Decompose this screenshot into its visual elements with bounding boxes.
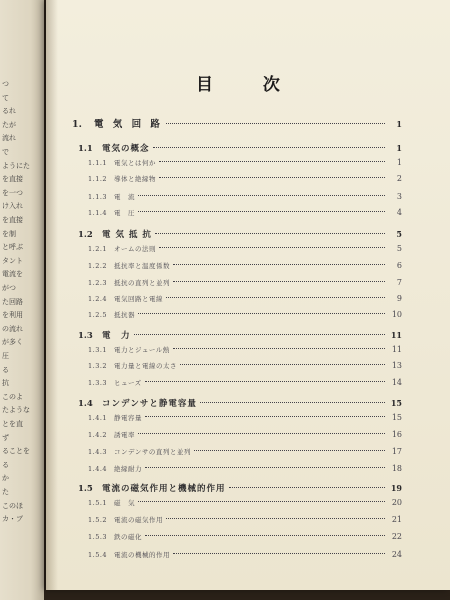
facing-page-fragment: を直接 [2, 216, 23, 224]
toc-entry-1-1-1 [72, 158, 402, 170]
toc-entry-number: 1.4.4 [88, 465, 108, 473]
toc-entry-page: 2 [396, 174, 402, 183]
toc-entry-number: 1.5.2 [88, 516, 108, 524]
facing-page-fragment: 抗 [2, 379, 9, 388]
toc-entry-title: 抵抗の直列と並列 [114, 279, 170, 287]
toc-entry-title: ヒューズ [114, 379, 142, 387]
toc-entry-1-4 [72, 397, 402, 409]
toc-entry-number: 1.4 [78, 399, 93, 409]
dot-leader [159, 247, 385, 248]
toc-entry-title: 電気回路と電線 [114, 295, 163, 303]
toc-entry-number: 1.1.1 [88, 159, 108, 167]
toc-entry-page: 21 [391, 515, 402, 524]
toc-entry-number: 1.3.2 [88, 362, 108, 370]
toc-entry-title: 電 圧 [114, 209, 135, 217]
dot-leader [145, 416, 385, 417]
toc-entry-number: 1.3.3 [88, 379, 108, 387]
facing-page-fragment: て [2, 93, 9, 102]
toc-entry-page: 14 [391, 378, 402, 387]
facing-page-fragment: か [2, 474, 9, 483]
toc-entry-number: 1.1 [78, 144, 93, 154]
toc-entry-title: 抵抗率と温度係数 [114, 262, 170, 270]
toc-entry-title: コンデンサの直列と並列 [114, 448, 191, 456]
toc-entry-page: 1 [396, 143, 402, 153]
facing-page-fragment: タント [2, 256, 23, 265]
toc-entry-number: 1.3.1 [88, 346, 108, 354]
dot-leader [159, 177, 385, 178]
dot-leader [153, 147, 385, 148]
toc-entry-title: 導体と絶縁物 [114, 175, 156, 183]
dot-leader [173, 281, 385, 282]
toc-entry-number: 1.2.1 [88, 245, 108, 253]
toc-entry-1-4-1 [72, 413, 402, 425]
toc-entry-1-1-4 [72, 208, 402, 220]
facing-page-fragment: を一つ [2, 188, 23, 197]
toc-entry-number: 1.2.3 [88, 279, 108, 287]
toc-entry-number: 1.5 [78, 484, 93, 494]
toc-entry-title: 電 気 回 路 [94, 119, 163, 130]
toc-entry-page: 5 [396, 244, 402, 253]
toc-entry-title: 鉄の磁化 [114, 533, 142, 541]
dot-leader [173, 348, 385, 349]
dot-leader [166, 123, 385, 124]
facing-page-fragment: を制 [2, 229, 16, 238]
toc-entry-1 [72, 116, 402, 128]
facing-page-fragment: このほ [2, 501, 23, 510]
page-gutter-shadow [46, 0, 58, 590]
toc-entry-title: 電流の磁気作用 [114, 516, 163, 524]
dot-leader [145, 467, 385, 468]
dot-leader [145, 535, 385, 536]
toc-entry-title: 電力とジュール熱 [114, 346, 170, 354]
toc-entry-1-5-1 [72, 498, 402, 510]
toc-entry-title: 電 流 [114, 193, 135, 201]
toc-entry-page: 17 [391, 447, 402, 456]
dot-leader [166, 518, 385, 519]
facing-page-fragment: たような [2, 406, 30, 415]
toc-entry-number: 1.2 [78, 230, 93, 240]
facing-page-fragment: とを直 [2, 420, 23, 428]
toc-entry-1-2-5 [72, 310, 402, 322]
toc-entry-page: 22 [391, 532, 402, 541]
dot-leader [229, 487, 385, 488]
facing-page-fragment: 電流を [2, 270, 23, 279]
dot-leader [166, 297, 385, 298]
toc-entry-page: 15 [391, 413, 402, 422]
toc-entry-title: 誘電率 [114, 431, 135, 439]
toc-entry-title: 電流の機械的作用 [114, 551, 170, 559]
dot-leader [200, 402, 385, 403]
toc-entry-1-2 [72, 228, 402, 240]
toc-entry-number: 1.1.3 [88, 193, 108, 201]
facing-page-fragment: が多く [2, 338, 23, 347]
facing-page-fragment: つ [2, 80, 9, 88]
toc-entry-1-1-3 [72, 192, 402, 204]
toc-entry-page: 13 [391, 361, 402, 370]
toc-entry-page: 7 [396, 278, 402, 287]
toc-entry-title: 電 力 [102, 331, 131, 341]
toc-entry-title: 静電容量 [114, 414, 142, 422]
toc-entry-number: 1. [72, 119, 82, 130]
toc-entry-page: 10 [391, 310, 402, 319]
toc-entry-number: 1.4.1 [88, 414, 108, 422]
toc-entry-number: 1.4.2 [88, 431, 108, 439]
dot-leader [138, 195, 385, 196]
facing-page-fragment: るれ [2, 107, 16, 116]
toc-entry-title: 絶縁耐力 [114, 465, 142, 473]
toc-entry-page: 6 [396, 261, 402, 270]
facing-page [0, 0, 44, 600]
toc-entry-1-3-3 [72, 378, 402, 390]
facing-page-fragment: たが [2, 120, 16, 129]
toc-entry-number: 1.4.3 [88, 448, 108, 456]
toc-entry-page: 19 [390, 483, 402, 493]
facing-page-fragment: を利用 [2, 311, 23, 320]
toc-entry-page: 5 [396, 229, 402, 239]
toc-entry-number: 1.5.4 [88, 551, 108, 559]
toc-entry-page: 18 [391, 464, 402, 473]
toc-entry-1-2-1 [72, 244, 402, 256]
toc-entry-page: 11 [390, 330, 402, 340]
dot-leader [145, 381, 385, 382]
toc-entry-number: 1.3 [78, 331, 93, 341]
facing-page-fragment: カ・ブ [2, 515, 23, 524]
facing-page-fragment: と呼ぶ [2, 243, 23, 252]
toc-entry-1-5 [72, 482, 402, 494]
toc-entry-number: 1.5.1 [88, 499, 108, 507]
toc-entry-page: 15 [390, 398, 402, 408]
toc-entry-title: 電 気 抵 抗 [102, 230, 152, 240]
toc-entry-number: 1.2.4 [88, 295, 108, 303]
facing-page-fragment: 圧 [2, 352, 9, 360]
facing-page-fragment: た回路 [2, 297, 23, 306]
toc-entry-title: オームの法則 [114, 245, 156, 253]
toc-entry-1-2-3 [72, 278, 402, 290]
dot-leader [194, 450, 385, 451]
dot-leader [134, 334, 385, 335]
facing-page-fragment: た [2, 488, 9, 496]
toc-entry-1-2-2 [72, 261, 402, 273]
toc-entry-title: コンデンサと静電容量 [102, 399, 197, 409]
dot-leader [138, 211, 385, 212]
toc-entry-1-2-4 [72, 294, 402, 306]
toc-entry-title: 電気とは何か [114, 159, 156, 167]
dot-leader [180, 364, 385, 365]
facing-page-fragment: ず [2, 433, 9, 442]
toc-entry-page: 20 [391, 498, 402, 507]
facing-page-fragment: で [2, 148, 9, 156]
facing-page-fragment: け入れ [2, 202, 23, 211]
toc-entry-number: 1.5.3 [88, 533, 108, 541]
dot-leader [138, 313, 385, 314]
toc-entry-number: 1.2.2 [88, 262, 108, 270]
toc-entry-title: 電力量と電線の太さ [114, 362, 177, 370]
toc-entry-1-4-3 [72, 447, 402, 459]
toc-entry-number: 1.1.2 [88, 175, 108, 183]
toc-entry-page: 9 [396, 294, 402, 303]
toc-entry-1-3 [72, 329, 402, 341]
facing-page-fragment: ようにた [2, 161, 30, 170]
toc-entry-1-1 [72, 142, 402, 154]
toc-entry-page: 1 [396, 158, 402, 167]
dot-leader [173, 553, 385, 554]
toc-entry-1-3-1 [72, 345, 402, 357]
dot-leader [159, 161, 385, 162]
dot-leader [138, 433, 385, 434]
toc-entry-page: 1 [396, 119, 402, 129]
toc-entry-1-5-4 [72, 550, 402, 562]
toc-entry-1-5-3 [72, 532, 402, 544]
toc-entry-number: 1.2.5 [88, 311, 108, 319]
toc-entry-page: 3 [396, 192, 402, 201]
toc-entry-title: 抵抗器 [114, 311, 135, 319]
facing-page-fragment: る [2, 365, 9, 374]
facing-page-fragment: を直接 [2, 175, 23, 184]
facing-page-fragment: ることを [2, 447, 30, 456]
toc-entry-1-1-2 [72, 174, 402, 186]
facing-page-fragment: がつ [2, 284, 16, 292]
facing-page-fragment: る [2, 460, 9, 469]
toc-entry-page: 16 [391, 430, 402, 439]
dot-leader [155, 233, 385, 234]
toc-entry-page: 24 [391, 550, 402, 559]
toc-title: 目 次 [196, 75, 302, 95]
toc-entry-page: 4 [396, 208, 402, 217]
toc-entry-1-4-2 [72, 430, 402, 442]
toc-entry-number: 1.1.4 [88, 209, 108, 217]
dot-leader [138, 501, 385, 502]
toc-entry-1-3-2 [72, 361, 402, 373]
toc-entry-title: 磁 気 [114, 499, 135, 507]
toc-entry-1-5-2 [72, 515, 402, 527]
toc-entry-title: 電気の概念 [102, 144, 150, 154]
dot-leader [173, 264, 385, 265]
toc-entry-page: 11 [391, 345, 402, 354]
facing-page-fragment: このよ [2, 392, 23, 401]
toc-entry-1-4-4 [72, 464, 402, 476]
facing-page-fragment: 流れ [2, 134, 16, 143]
facing-page-fragment: の流れ [2, 324, 23, 333]
toc-entry-title: 電流の磁気作用と機械的作用 [102, 484, 226, 494]
